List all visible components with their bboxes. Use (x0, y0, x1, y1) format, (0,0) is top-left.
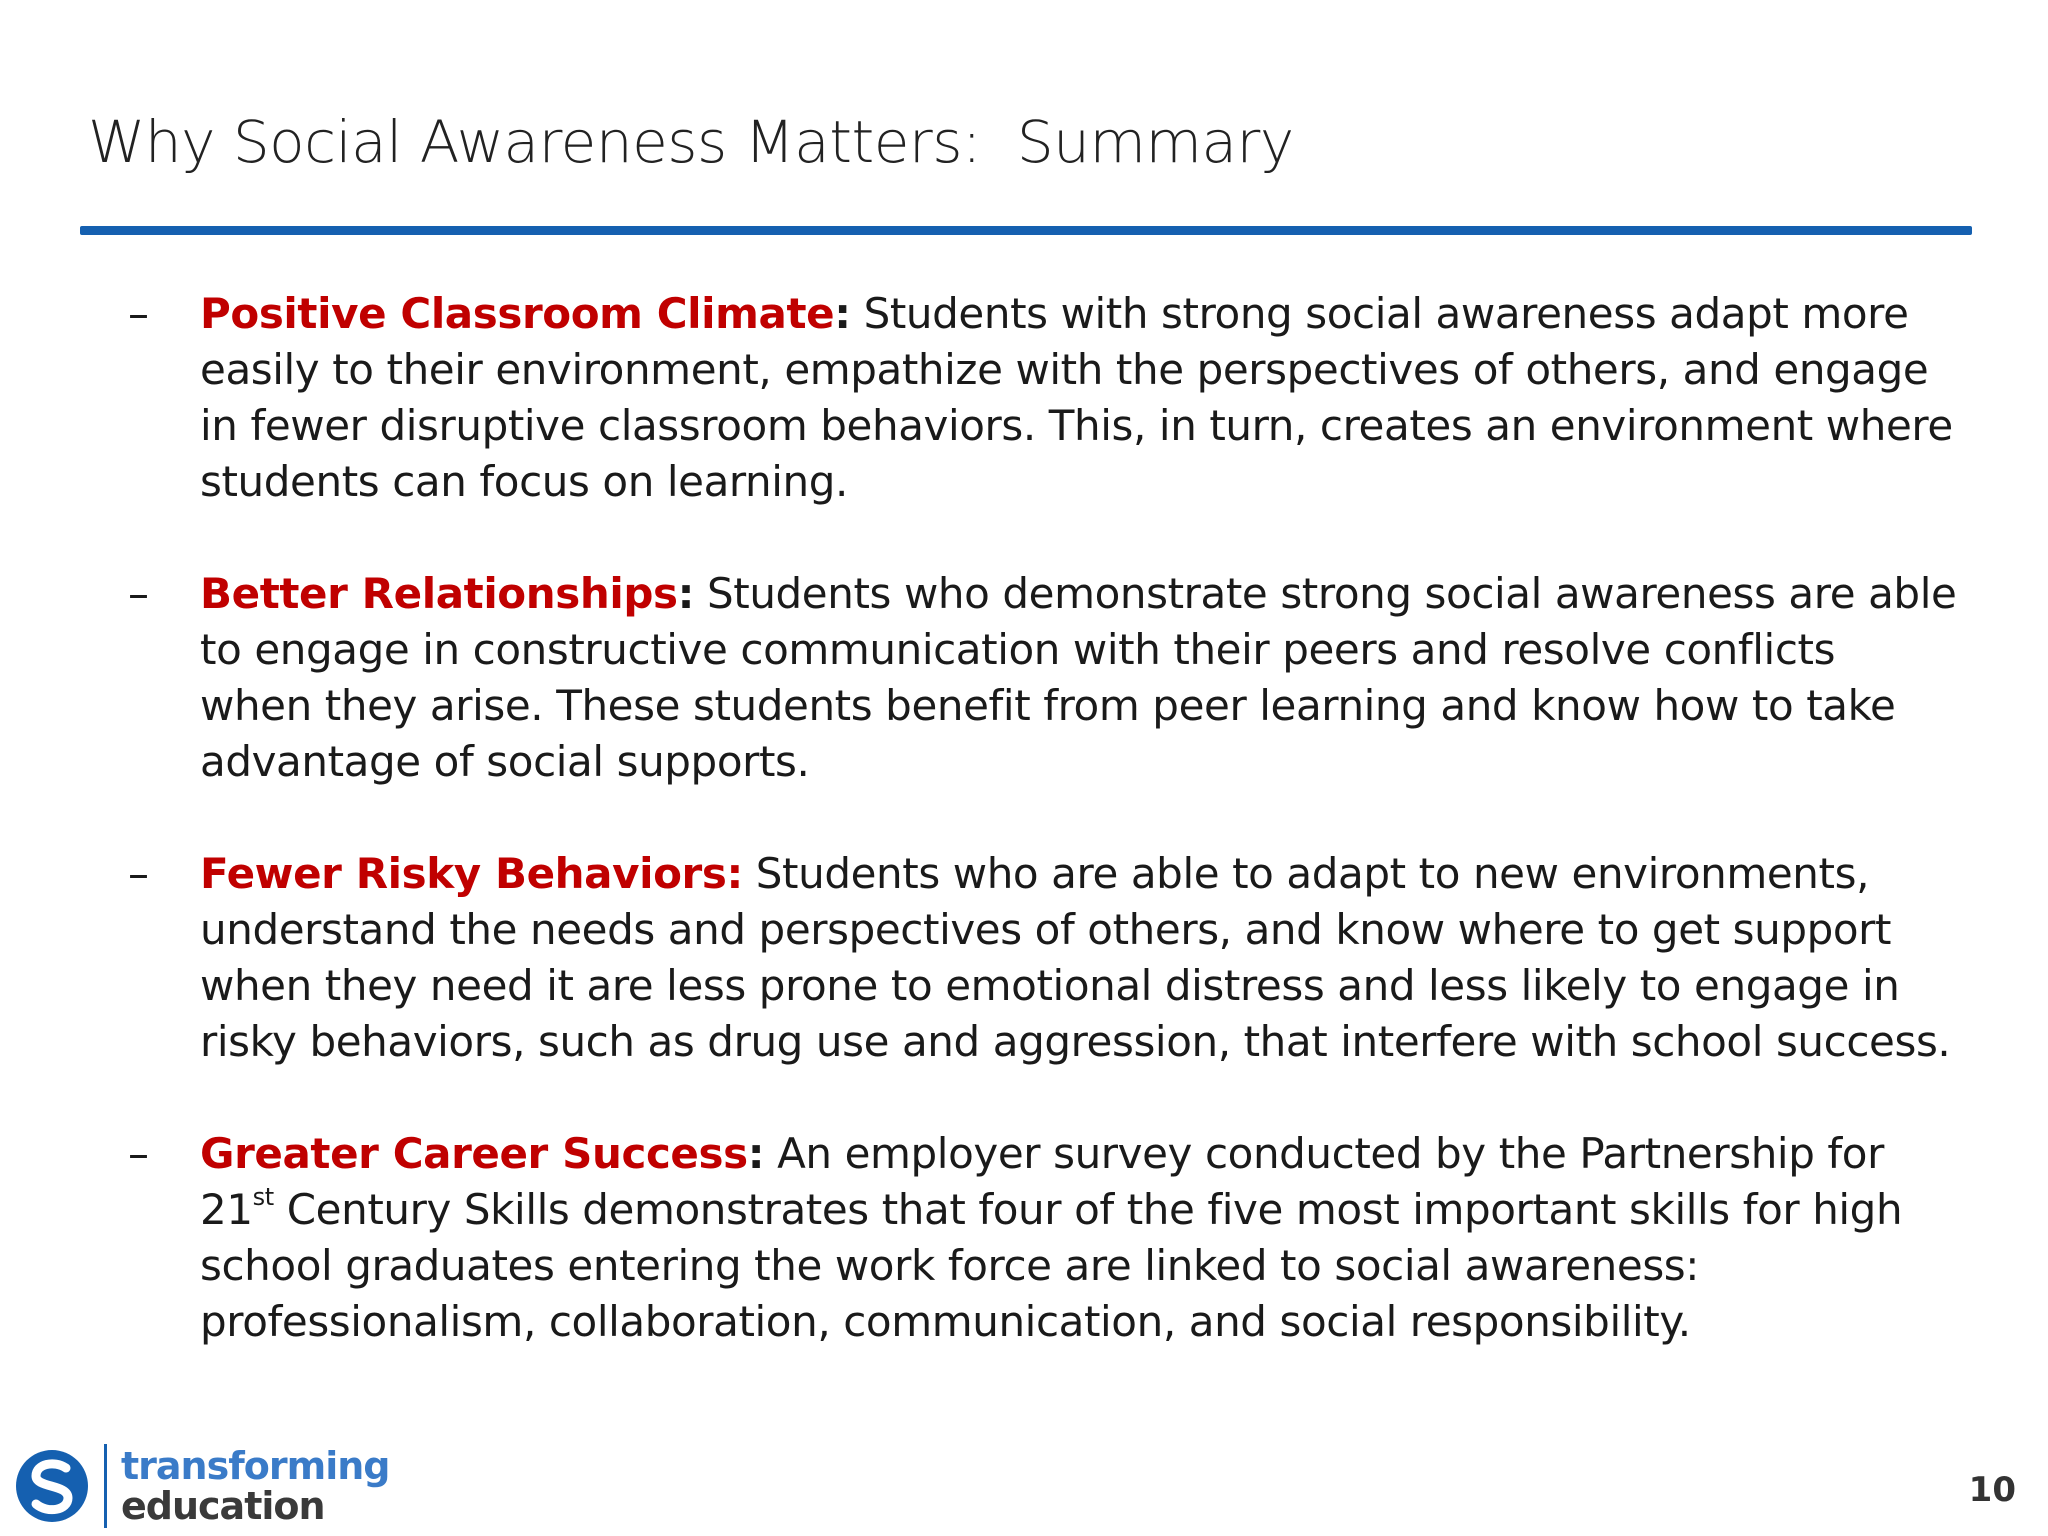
bullet-body-part-1: An employer survey conducted by the Partnership for 21 (200, 1129, 1884, 1234)
logo-line-education: education (121, 1484, 325, 1528)
logo-s-icon (14, 1448, 90, 1524)
bullet-colon: : (747, 1129, 765, 1178)
bullet-text (200, 566, 1958, 790)
bullet-body: Students with strong social awareness adapt more easily to their environment, empathize with the perspectives of others, and engage in fewer disruptive classroom behaviors. This, in turn, creates an environment where students can focus on learning. (200, 289, 1953, 506)
slide-title: Why Social Awareness Matters: Summary (88, 108, 1294, 176)
bullet-item-fewer-risky-behaviors (128, 846, 1958, 1070)
bullet-heading: Greater Career Success (200, 1129, 748, 1178)
logo-line-transforming: transforming (121, 1444, 390, 1488)
bullet-dash: – (128, 289, 149, 338)
bullet-list (128, 286, 1958, 1406)
bullet-item-positive-classroom-climate (128, 286, 1958, 510)
bullet-body-part-2: Century Skills demonstrates that four of the five most important skills for high school graduates entering the work force are linked to social awareness: professionalism, collaboration, communication, and social responsibility. (200, 1185, 1903, 1346)
logo-divider (104, 1444, 107, 1528)
bullet-text (200, 1126, 1958, 1350)
logo-wordmark (121, 1446, 389, 1526)
bullet-colon: : (834, 289, 851, 338)
bullet-heading: Positive Classroom Climate (200, 289, 835, 338)
bullet-body: Students who are able to adapt to new environments, understand the needs and perspectives of others, and know where to get support when they need it are less prone to emotional distress and less likely to engage in risky behaviors, such as drug use and aggression, that interfere with school success. (200, 849, 1951, 1066)
bullet-heading: Better Relationships (200, 569, 678, 618)
page-number: 10 (1968, 1470, 2016, 1510)
bullet-dash: – (128, 1129, 149, 1178)
bullet-dash: – (128, 569, 149, 618)
superscript-st: st (252, 1183, 274, 1211)
bullet-body: Students who demonstrate strong social awareness are able to engage in constructive communication with their peers and resolve conflicts when they arise. These students benefit from peer learning and know how to take advantage of social supports. (200, 569, 1957, 786)
transforming-education-logo (14, 1440, 389, 1532)
title-divider (80, 226, 1972, 235)
bullet-heading: Fewer Risky Behaviors: (200, 849, 743, 898)
bullet-dash: – (128, 849, 149, 898)
bullet-item-greater-career-success (128, 1126, 1958, 1350)
bullet-text (200, 846, 1958, 1070)
bullet-colon: : (677, 569, 695, 618)
bullet-item-better-relationships (128, 566, 1958, 790)
bullet-text (200, 286, 1958, 510)
